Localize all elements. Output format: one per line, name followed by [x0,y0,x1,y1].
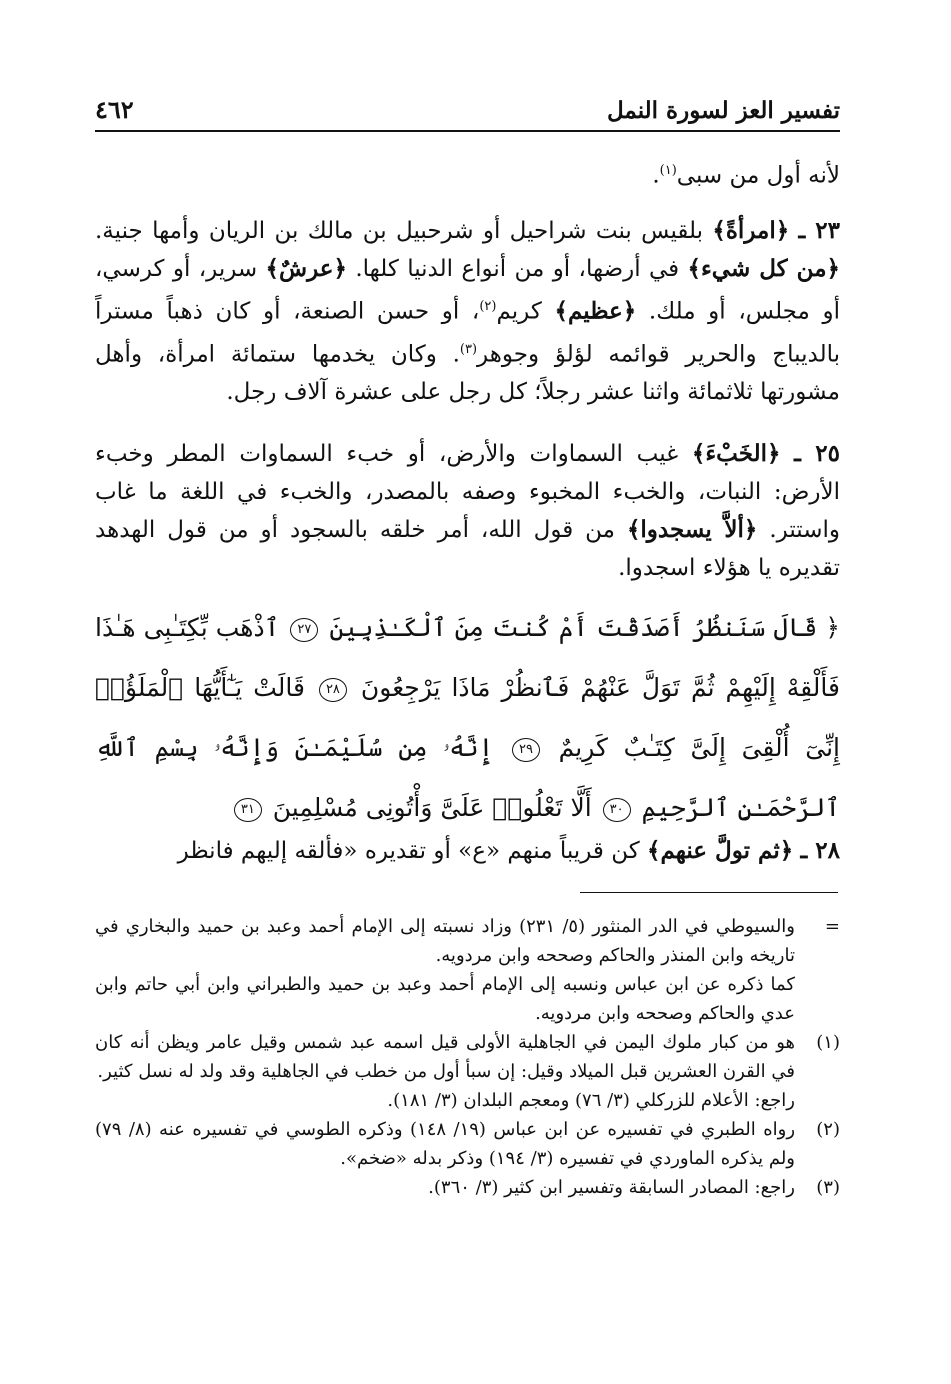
footnote-line: راجع: المصادر السابقة وتفسير ابن كثير (٣/ ٣٦٠). [428,1177,795,1198]
intro-end: . [652,162,660,189]
footnote-ref-2: (٢) [479,299,497,314]
footnote-marker: (٣) [816,1177,840,1198]
ayah-28: ٱذْهَب بِّكِتَـٰبِى هَـٰذَا فَأَلْقِهْ إِلَيْهِمْ ثُمَّ تَوَلَّ عَنْهُمْ فَٱنظُرْ مَاذَا يَرْجِعُونَ [95,613,840,702]
ayah-30: إِنَّهُۥ مِن سُلَيْمَـٰنَ وَإِنَّهُۥ بِسْمِ ٱللَّهِ ٱلرَّحْمَـٰنِ ٱلرَّحِيمِ [95,733,840,822]
text-23-f: . وكان يخدمها ستمائة امرأة، وأهل مشورتها ثلاثمائة واثنا عشر رجلاً؛ كل رجل على عشرة آلاف رجل. [95,341,840,406]
footnote-marker: (١) [816,1032,840,1053]
verse-number-23: ٢٣ ـ [798,217,841,244]
footnote-1 [95,1028,840,1115]
footnote-line: هو من كبار ملوك اليمن في الجاهلية الأولى قيل اسمه عبد شمس وقيل عامر ويظن أنه كان في القرن العشرين قبل الميلاد وقيل: إن سبأ أول من خطب في الجاهلية وقد ولد له نسل كثير. [95,1032,795,1082]
text-28-a: كن قريباً منهم «ع» أو تقديره «فألقه إليهم فانظر [177,838,647,864]
verse-number-25: ٢٥ ـ [794,440,841,467]
text-23-a: بلقيس بنت شراحيل أو شرحبيل بن مالك بن الريان وأمها جنية. [95,218,713,244]
ayah-number-30: ٣٠ [603,798,631,822]
ayah-number-29: ٢٩ [512,738,540,762]
footnote-ref-1: (١) [659,163,677,178]
page-header [95,92,840,132]
footnote-marker: (٢) [816,1119,840,1140]
footnote-separator [580,892,838,893]
keyword-min-kull-shay: ﴿من كل شيء﴾ [687,255,840,282]
keyword-arsh: ﴿عرشٌ﴾ [265,255,347,282]
keyword-imraah: ﴿امرأةً﴾ [712,217,790,244]
footnote-line: راجع: الأعلام للزركلي (٣/ ٧٦) ومعجم البلدان (٣/ ١٨١). [387,1090,795,1111]
footnote-continued [95,912,840,1028]
quran-open-bracket: ﴿ [825,613,841,642]
paragraph-verse-25 [95,435,840,587]
ayah-number-28: ٢٨ [319,678,347,702]
verse-number-28: ٢٨ ـ [800,837,840,864]
footnote-line: كما ذكره عن ابن عباس ونسبه إلى الإمام أحمد وعبد بن حميد والطبراني وابن أبي حاتم وابن عدي والحاكم وصححه وابن مردويه. [95,974,795,1024]
keyword-alla-yasjudu: ﴿ألاَّ يسجدوا﴾ [626,516,758,543]
footnote-line: رواه الطبري في تفسيره عن ابن عباس (١٩/ ١٤٨) وذكره الطوسي في تفسيره عنه (٨/ ٧٩) ولم يذكره الماوردي في تفسيره (٣/ ١٩٤) وذكر بدله «ضخم». [95,1119,796,1169]
text-23-e: ، أو حسن الصنعة، أو كان ذهباً مستراً بالديباج والحرير قوائمه لؤلؤ وجوهر [95,298,840,368]
keyword-azim: ﴿عظيم﴾ [554,297,637,325]
intro-text: لأنه أول من سبى [676,162,840,189]
running-title: تفسير العز لسورة النمل [606,97,840,124]
text-25-b: من قول الله، أمر خلقه بالسجود أو من قول الهدهد تقديره يا هؤلاء اسجدوا. [95,517,840,581]
text-25-a: غيب السماوات والأرض، أو خبء السماوات المطر وخبء الأرض: النبات، والخبء المخبوء وصفه بالمصدر، والخبء في اللغة ما غاب واستتر. [95,441,840,543]
ayah-number-31: ٣١ [234,798,262,822]
page-number: ٤٦٢ [95,95,134,124]
ayah-31: أَلَّا تَعْلُوا۟ عَلَىَّ وَأْتُونِى مُسْلِمِينَ [272,793,592,822]
paragraph-verse-23 [95,212,840,411]
footnote-line: والسيوطي في الدر المنثور (٥/ ٢٣١) وزاد نسبته إلى الإمام أحمد وعبد بن حميد والبخاري في تاريخه وابن المنذر والحاكم وصححه وابن مردويه. [95,916,795,966]
text-23-d: كريم [496,298,555,325]
keyword-thumma-tawalla: ﴿ثم تولَّ عنهم﴾ [646,837,794,864]
footnotes [95,912,840,1202]
footnote-marker: = [824,916,840,937]
text-23-b: في أرضها، أو من أنواع الدنيا كلها. [347,256,688,282]
ayah-number-27: ٢٧ [290,618,318,642]
paragraph-intro [95,152,840,195]
quran-verses-block [95,598,840,838]
footnote-ref-3: (٣) [459,341,478,357]
text-23-c: سرير، أو كرسي، أو مجلس، أو ملك. [95,256,840,325]
keyword-khab: ﴿الخَبْءَ﴾ [691,440,781,467]
footnote-2 [95,1115,840,1173]
ayah-29: قَالَتْ يَـٰٓأَيُّهَا ٱلْمَلَؤُا۟ إِنِّىٓ أُلْقِىَ إِلَىَّ كِتَـٰبٌ كَرِيمٌ [95,673,841,762]
ayah-27: قَالَ سَنَنظُرُ أَصَدَقْتَ أَمْ كُنتَ مِنَ ٱلْكَـٰذِبِينَ [329,613,818,642]
paragraph-verse-28 [95,832,840,870]
footnote-3 [95,1173,840,1202]
